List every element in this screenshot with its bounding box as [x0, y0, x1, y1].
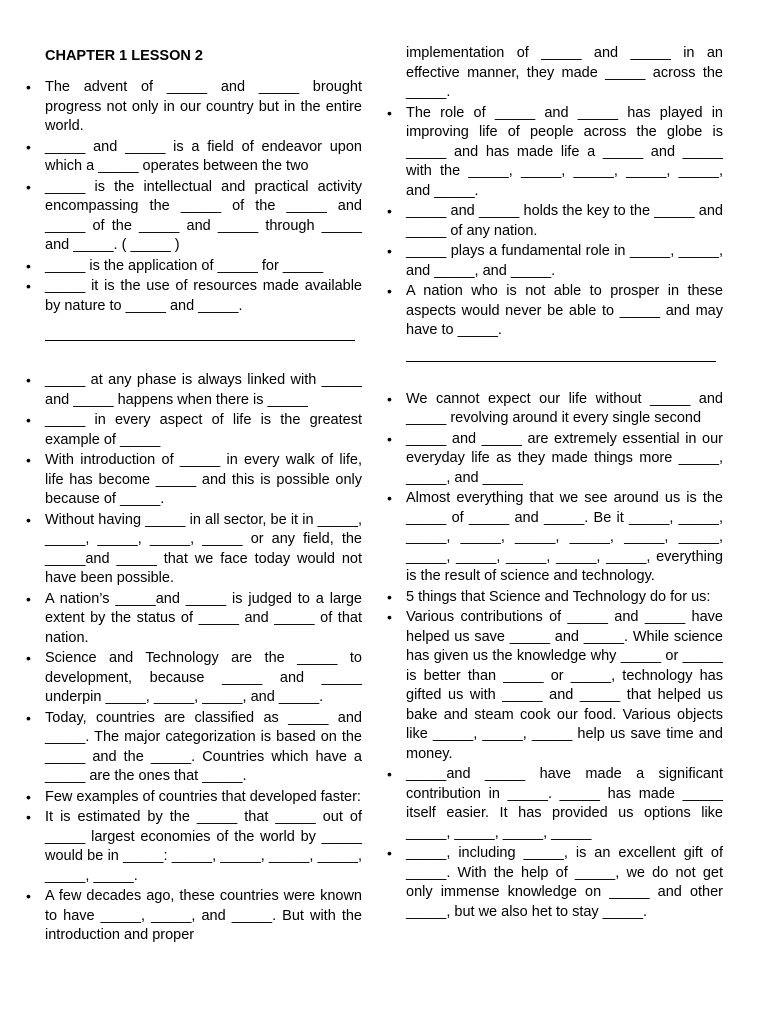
list-item: • 5 things that Science and Technology do for us: — [406, 588, 723, 608]
list-item: • The advent of _____ and _____ brought progress not only in our country but in the entire world. — [45, 78, 362, 137]
list-item: • _____ at any phase is always linked with _____ and _____ happens when there is _____ — [45, 371, 362, 410]
list-item: • _____ is the application of _____ for _____ — [45, 257, 362, 277]
right-column — [406, 44, 723, 923]
list-item: • A nation who is not able to prosper in these aspects would never be able to _____ and may have to _____. — [406, 282, 723, 341]
list-item: • It is estimated by the _____ that _____ out of _____ largest economies of the world by _____ would be in _____: _____, _____, _____, _____, _____, _____. — [45, 808, 362, 886]
list-item: • _____ in every aspect of life is the greatest example of _____ — [45, 411, 362, 450]
list-item: • Science and Technology are the _____ to development, because _____ and _____ underpin _____, _____, _____, and _____. — [45, 649, 362, 708]
list-item: • _____ is the intellectual and practical activity encompassing the _____ of the _____ and _____ of the _____ and _____ through _____ and _____. ( _____ ) — [45, 178, 362, 256]
list-item: • We cannot expect our life without _____ and _____ revolving around it every single second — [406, 390, 723, 429]
list-item: • The role of _____ and _____ has played in improving life of people across the globe is _____ and has made life a _____ and _____ with the _____, _____, _____, _____, _____, and _____. — [406, 104, 723, 202]
list-item: • A few decades ago, these countries were known to have _____, _____, and _____. But with the introduction and proper — [45, 887, 362, 946]
left-list-2 — [45, 371, 362, 946]
list-item: • Without having _____ in all sector, be it in _____, _____, _____, _____, _____ or any field, the _____and _____ that we face today would not have been possible. — [45, 511, 362, 589]
list-item: • A nation’s _____and _____ is judged to a large extent by the status of _____ and _____ of that nation. — [45, 590, 362, 649]
list-item-continuation: implementation of _____ and _____ in an effective manner, they made _____ across the _____. — [406, 45, 723, 100]
list-item: • _____ and _____ is a field of endeavor upon which a _____ operates between the two — [45, 138, 362, 177]
list-item: • Today, countries are classified as _____ and _____. The major categorization is based on the _____ and the _____. Countries which have a _____ are the ones that _____. — [45, 709, 362, 787]
list-item: • _____ it is the use of resources made available by nature to _____ and _____. — [45, 277, 362, 316]
list-item: • With introduction of _____ in every walk of life, life has become _____ and this is possible only because of _____. — [45, 451, 362, 510]
list-item: • _____ and _____ are extremely essential in our everyday life as they made things more _____, _____, and _____ — [406, 430, 723, 489]
list-item: • Few examples of countries that developed faster: — [45, 788, 362, 808]
list-item: • Various contributions of _____ and _____ have helped us save _____ and _____. While science has given us the knowledge why _____ or _____ is better than _____ or _____, technology has gifted us with _____ and _____ that helped us bake and steam cook our food. Various objects like _____, _____, _____ help us save time and money. — [406, 608, 723, 764]
section-divider — [45, 340, 355, 341]
page-title: CHAPTER 1 LESSON 2 — [45, 48, 203, 64]
list-item: • _____, including _____, is an excellent gift of _____. With the help of _____, we do not get only immense knowledge on _____ and other _____, but we also het to stay _____. — [406, 844, 723, 922]
list-item: • _____ plays a fundamental role in _____, _____, and _____, and _____. — [406, 242, 723, 281]
right-list-1 — [406, 44, 723, 341]
list-item: • _____and _____ have made a significant contribution in _____. _____ has made _____ itself easier. It has provided us options like _____, _____, _____, _____ — [406, 765, 723, 843]
section-divider — [406, 361, 716, 362]
right-list-2 — [406, 390, 723, 923]
list-item: • Almost everything that we see around us is the _____ of _____ and _____. Be it _____, _____, _____, _____, _____, _____, _____, _____, _____, _____, _____, _____, _____, everything is the result of science and technology. — [406, 489, 723, 587]
left-column — [45, 44, 362, 947]
list-item: • _____ and _____ holds the key to the _____ and _____ of any nation. — [406, 202, 723, 241]
left-list-1 — [45, 78, 362, 316]
